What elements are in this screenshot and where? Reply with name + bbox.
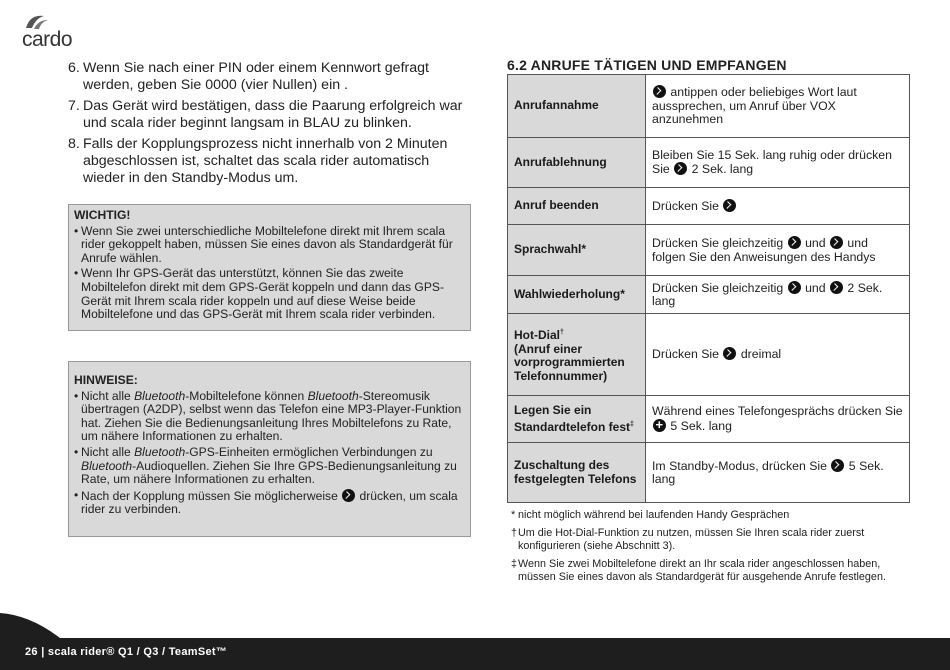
table-row — [508, 443, 910, 503]
row-label: Anruf beenden — [508, 188, 646, 225]
row-label: Legen Sie ein Standardtelefon fest‡ — [508, 396, 646, 443]
row-label: Sprachwahl* — [508, 225, 646, 276]
cardo-logo — [20, 12, 80, 51]
footer-page-info: 26 | scala rider® Q1 / Q3 / TeamSet™ — [25, 646, 228, 658]
step-item — [68, 136, 472, 187]
important-bullet-text: Wenn Sie zwei unterschiedliche Mobiltelefone direkt mit Ihrem scala rider gekoppelt haben, müssen Sie eines davon als Standardgerät für Anrufe wählen. — [81, 223, 453, 265]
phone-button-icon — [788, 281, 801, 294]
row-label: Anrufannahme — [508, 75, 646, 138]
step-text: Wenn Sie nach einer PIN oder einem Kennwort gefragt werden, geben Sie 0000 (vier Nullen) ein . — [83, 60, 429, 93]
table-row — [508, 396, 910, 443]
important-heading: WICHTIG! — [74, 208, 131, 222]
notes-box — [68, 361, 471, 537]
row-label: Hot-Dial† (Anruf einer vorprogrammierten Telefonnummer) — [508, 314, 646, 396]
step-text: Das Gerät wird bestätigen, dass die Paarung erfolgreich war und scala rider beginnt langsam in BLAU zu blinken. — [83, 98, 463, 131]
phone-button-icon — [788, 236, 801, 249]
step-number: 7. — [68, 98, 80, 114]
footnote-text: Wenn Sie zwei Mobiltelefone direkt an Ihr scala rider angeschlossen haben, müssen Sie eines davon als Standardgerät für ausgehende Anrufe festlegen. — [518, 558, 886, 583]
row-value: Drücken Sie gleichzeitig und 2 Sek. lang — [646, 276, 910, 314]
important-bullet-text: Wenn Ihr GPS-Gerät das unterstützt, können Sie das zweite Mobiltelefon direkt mit dem GPS-Gerät koppeln und dann das GPS-Gerät mit Ihrem scala rider koppeln und auf diese Weise beide Mobiltelefone und das GPS-Gerät mit Ihrem scala rider verbinden. — [81, 266, 444, 322]
phone-button-icon — [342, 489, 355, 502]
notes-bullet-text: Nicht alle Bluetooth-GPS-Einheiten ermöglichen Verbindungen zu Bluetooth-Audioquellen. Ziehen Sie Ihre GPS-Bedienungsanleitung zu Rate, um nähere Informationen zu erhalten. — [81, 444, 457, 487]
volume-button-icon — [830, 281, 843, 294]
step-number: 6. — [68, 60, 80, 76]
important-box — [68, 204, 471, 331]
row-label: Zuschaltung des festgelegten Telefons — [508, 443, 646, 503]
table-row — [508, 188, 910, 225]
footnote-text: nicht möglich während bei laufenden Handy Gesprächen — [518, 509, 790, 521]
table-row — [508, 138, 910, 188]
footnote-mark: ‡ — [511, 558, 518, 570]
pairing-steps — [68, 60, 472, 191]
notes-bullet-text: Nach der Kopplung müssen Sie möglicherweise drücken, um scala rider zu verbinden. — [81, 488, 458, 517]
footnote — [511, 558, 921, 584]
phone-button-icon — [674, 162, 687, 175]
footnote — [511, 527, 921, 553]
row-value: antippen oder beliebiges Wort laut aussprechen, um Anruf über VOX anzunehmen — [646, 75, 910, 138]
important-bullet: • Wenn Sie zwei unterschiedliche Mobiltelefone direkt mit Ihrem scala rider gekoppelt haben, müssen Sie eines davon als Standardgerät für Anrufe wählen. — [74, 225, 465, 266]
footnote-mark: † — [511, 527, 518, 539]
notes-heading: HINWEISE: — [74, 373, 138, 387]
phone-button-icon — [723, 199, 736, 212]
row-value: Drücken Sie — [646, 188, 910, 225]
row-value: Drücken Sie dreimal — [646, 314, 910, 396]
row-label: Anrufablehnung — [508, 138, 646, 188]
phone-button-icon — [723, 347, 736, 360]
notes-bullet: • Nicht alle Bluetooth-GPS-Einheiten ermöglichen Verbindungen zu Bluetooth-Audioquellen. Ziehen Sie Ihre GPS-Bedienungsanleitung zu Rate, um nähere Informationen zu erhalten. — [74, 446, 465, 487]
footnote — [511, 509, 921, 522]
phone-button-icon — [653, 85, 666, 98]
notes-bullet: • Nicht alle Bluetooth-Mobiltelefone können Bluetooth-Stereomusik übertragen (A2DP), selbst wenn das Telefon eine MP3-Player-Funktion hat. Ziehen Sie die Bedienungsanleitung Ihres Mobiltelefons zu Rate, um nähere Informationen zu erhalten. — [74, 390, 465, 444]
table-row — [508, 225, 910, 276]
table-row — [508, 314, 910, 396]
important-bullet: • Wenn Ihr GPS-Gerät das unterstützt, können Sie das zweite Mobiltelefon direkt mit dem GPS-Gerät koppeln und dann das GPS-Gerät mit Ihrem scala rider koppeln und auf diese Weise beide Mobiltelefone und das GPS-Gerät mit Ihrem scala rider verbinden. — [74, 267, 465, 321]
step-item — [68, 60, 472, 94]
plus-button-icon — [653, 419, 666, 432]
section-title: 6.2 ANRUFE TÄTIGEN UND EMPFANGEN — [507, 57, 787, 73]
step-text: Falls der Kopplungsprozess nicht innerhalb von 2 Minuten abgeschlossen ist, schaltet das scala rider automatisch wieder in den Standby-Modus um. — [83, 136, 448, 186]
row-value: Drücken Sie gleichzeitig und und folgen Sie den Anweisungen des Handys — [646, 225, 910, 276]
logo-text: cardo — [22, 28, 73, 51]
notes-bullet: • Nach der Kopplung müssen Sie möglicherweise drücken, um scala rider zu verbinden. — [74, 489, 465, 517]
footnote-text: Um die Hot-Dial-Funktion zu nutzen, müssen Sie Ihren scala rider zuerst konfigurieren (siehe Abschnitt 3). — [518, 527, 865, 552]
footnotes — [511, 509, 921, 589]
row-label: Wahlwiederholung* — [508, 276, 646, 314]
volume-button-icon — [830, 236, 843, 249]
footer-band — [0, 595, 950, 670]
call-functions-table — [507, 74, 910, 503]
row-value: Während eines Telefongesprächs drücken Sie + 5 Sek. lang — [646, 396, 910, 443]
phone-button-icon — [831, 459, 844, 472]
notes-bullet-text: Nicht alle Bluetooth-Mobiltelefone können Bluetooth-Stereomusik übertragen (A2DP), selbst wenn das Telefon eine MP3-Player-Funktion hat. Ziehen Sie die Bedienungsanleitung Ihres Mobiltelefons zu Rate, um nähere Informationen zu erhalten. — [81, 388, 462, 444]
step-number: 8. — [68, 136, 80, 152]
step-item — [68, 98, 472, 132]
footnote-mark: * — [511, 509, 516, 521]
row-value: Bleiben Sie 15 Sek. lang ruhig oder drücken Sie 2 Sek. lang — [646, 138, 910, 188]
row-value: Im Standby-Modus, drücken Sie 5 Sek. lang — [646, 443, 910, 503]
table-row — [508, 75, 910, 138]
table-row — [508, 276, 910, 314]
